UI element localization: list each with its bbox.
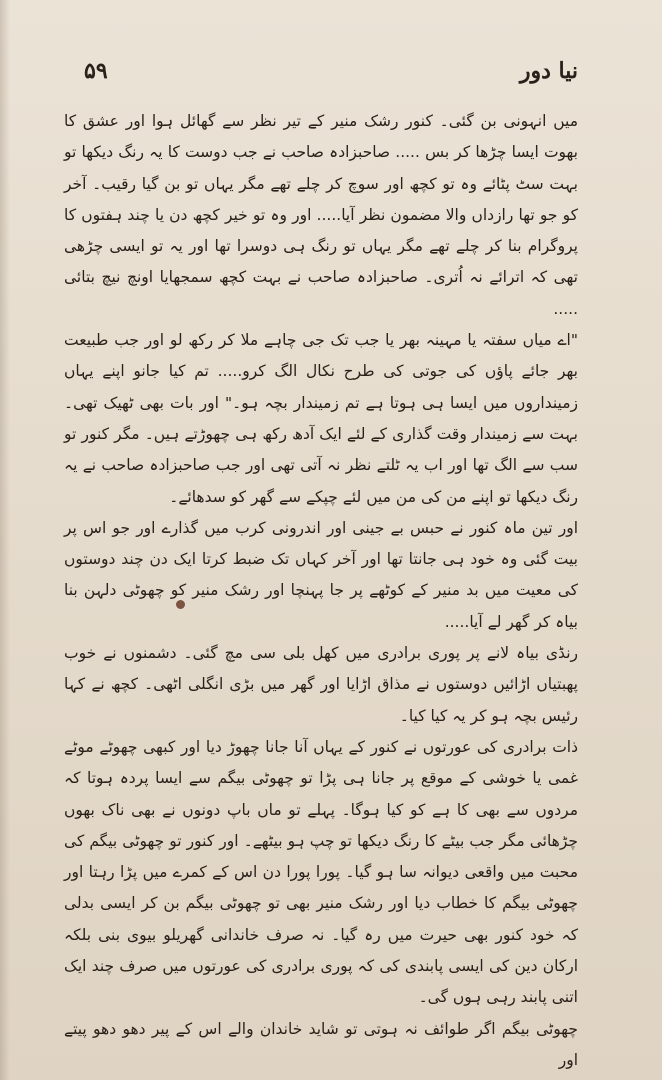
paragraph: رنڈی بیاہ لانے پر پوری برادری میں کھل بلی سی مچ گئی۔ دشمنوں نے خوب پھبتیاں اڑائیں دوستوں نے مذاق اڑایا اور گھر میں بڑی انگلی اٹھی۔ کچھ نے کہا رئیس بچہ ہو کر یہ کیا کیا۔ bbox=[64, 644, 578, 725]
paragraph: چھوٹی بیگم اگر طوائف نہ ہوتی تو شاید خاندان والے اس کے پیر دھو دھو پیتے اور bbox=[64, 1019, 578, 1069]
page-header bbox=[84, 58, 578, 88]
paragraph: میں انہونی بن گئی۔ کنور رشک منیر کے تیر نظر سے گھائل ہوا اور عشق کا بھوت ایسا چڑھا کر بس ..... صاحبزادہ صاحب نے جب دوست کا یہ رنگ دیکھا تو بہت سٹ پٹائے وہ تو کچھ اور سوچ کر چلے تھے مگر یہاں تو بن گیا رقیب۔ آخر کو جو تھا رازداں والا مضمون نظر آیا..... اور وہ تو خیر کچھ دن یا چند ہفتوں کا پروگرام بنا کر چلے تھے مگر یہاں تو رنگ ہی دوسرا تھا اور یہ تو ایسی چڑھی تھی کہ اترائے نہ اُتری۔ صاحبزادہ صاحب نے بہت کچھ سمجھایا اونچ نیچ بتائی ..... bbox=[64, 112, 578, 318]
binding-shadow bbox=[0, 0, 10, 1080]
running-title: نیا دور bbox=[519, 58, 578, 84]
ink-spot bbox=[176, 600, 185, 609]
paragraph: ذات برادری کی عورتوں نے کنور کے یہاں آنا جانا چھوڑ دیا اور کبھی چھوٹے موٹے غمی یا خوشی کے موقع پر جانا ہی پڑا تو چھوٹی بیگم سے ایسا پردہ ہوتا کہ مردوں سے بھی کا ہے کو کیا ہوگا۔ پہلے تو ماں باپ دونوں نے بھی ناک بھوں چڑھائی مگر جب بیٹے کا رنگ دیکھا تو چپ ہو بیٹھے۔ اور کنور تو چھوٹی بیگم کی محبت میں واقعی دیوانہ سا ہو گیا۔ پورا پورا دن اس کے کمرے میں پڑا رہتا اور چھوٹی بیگم کا خطاب دیا اور رشک منیر بھی تو چھوٹی بیگم بن کر ایسی بدلی کہ خود کنور بھی حیرت میں رہ گیا۔ نہ صرف خاندانی گھریلو بیوی بنی بلکہ ارکان دین کی ایسی پابندی کی کہ پوری برادری کی عورتوں میں صرف چند ایک اتنی پابند رہی ہوں گی۔ bbox=[64, 737, 578, 1007]
page-number: ۵۹ bbox=[84, 58, 108, 84]
paragraph: "اے میاں سفتہ یا مہینہ بھر یا جب تک جی چاہے ملا کر رکھ لو اور جب طبیعت بھر جائے پاؤں کی جوتی کی طرح نکال الگ کرو..... تم کیا جانو اپنے یہاں زمینداروں میں ایسا ہی ہوتا ہے تم زمیندار بچہ ہو۔" اور بات بھی ٹھیک تھی۔ بہت سے زمیندار وقت گذاری کے لئے ایک آدھ رکھ ہی چھوڑتے ہیں۔ مگر کنور تو سب سے الگ تھا اور اب یہ ٹلتے نظر نہ آتی تھی اور جب صاحبزادہ صاحب نے یہ رنگ دیکھا تو اپنے من کی من میں لئے چپکے سے گھر کو سدھائے۔ bbox=[64, 331, 578, 506]
paragraph: اور تین ماہ کنور نے حبس بے جینی اور اندرونی کرب میں گذارے اور جو اس پر بیت گئی وہ خود ہی جانتا تھا اور آخر کہاں تک ضبط کرتا ایک دن چند دوستوں کی معیت میں بد منیر کے کوٹھے پر جا پہنچا اور رشک منیر کو چھوٹی دلہن بنا بیاہ کر گھر لے آیا..... bbox=[64, 518, 578, 631]
body-text bbox=[64, 106, 578, 1076]
